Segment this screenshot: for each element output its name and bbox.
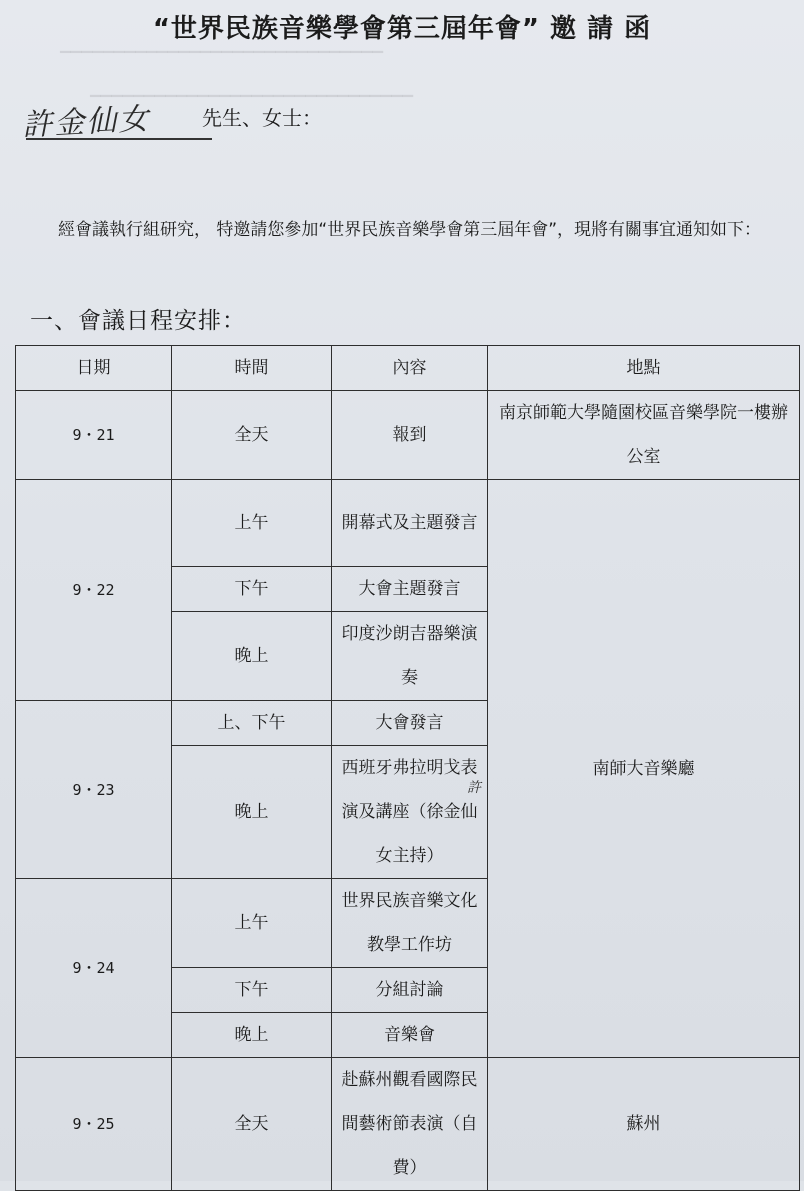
time-cell: 晚上 [172, 612, 332, 701]
header-content: 內容 [332, 346, 488, 391]
date-cell: 9・21 [16, 391, 172, 480]
date-cell: 9・25 [16, 1058, 172, 1191]
content-cell: 報到 [332, 391, 488, 480]
content-cell: 大會發言 [332, 701, 488, 746]
honorific: 先生、女士： [202, 106, 322, 130]
header-date: 日期 [16, 346, 172, 391]
content-text: 西班牙弗拉明戈表演及講座（徐金仙女主持） [341, 758, 478, 866]
schedule-table [15, 345, 800, 1191]
time-cell: 上午 [172, 480, 332, 567]
time-cell: 全天 [172, 391, 332, 480]
table-row [16, 480, 800, 567]
salutation [22, 96, 422, 146]
letter-title: “世界民族音樂學會第三屆年會” 邀 請 函 [152, 14, 652, 44]
venue-cell: 南師大音樂廳 [488, 480, 800, 1058]
time-cell: 下午 [172, 968, 332, 1013]
content-cell: 印度沙朗吉器樂演奏 [332, 612, 488, 701]
time-cell: 上午 [172, 879, 332, 968]
header-time: 時間 [172, 346, 332, 391]
time-cell: 下午 [172, 567, 332, 612]
time-cell: 全天 [172, 1058, 332, 1191]
venue-cell: 南京師範大學隨園校區音樂學院一樓辦公室 [488, 391, 800, 480]
content-cell: 音樂會 [332, 1013, 488, 1058]
handwritten-correction: 許 [467, 780, 481, 796]
table-row [16, 1058, 800, 1191]
content-cell: 大會主題發言 [332, 567, 488, 612]
time-cell: 上、下午 [172, 701, 332, 746]
date-cell: 9・24 [16, 879, 172, 1058]
content-cell: 分組討論 [332, 968, 488, 1013]
content-cell: 開幕式及主題發言 [332, 480, 488, 567]
table-header-row [16, 346, 800, 391]
table-row [16, 391, 800, 480]
date-cell: 9・23 [16, 701, 172, 879]
name-underline [26, 138, 212, 140]
content-cell: 赴蘇州觀看國際民間藝術節表演（自費） [332, 1058, 488, 1191]
intro-paragraph: 經會議執行組研究， 特邀請您參加“世界民族音樂學會第三屆年會”，現將有關事宜通知如下： [58, 220, 762, 240]
show-through-text: ▔▔▔▔▔▔▔▔▔▔▔▔▔▔▔▔▔▔▔▔▔▔▔▔▔▔▔▔▔▔ [90, 96, 413, 112]
content-cell [332, 746, 488, 879]
venue-cell: 蘇州 [488, 1058, 800, 1191]
date-cell: 9・22 [16, 480, 172, 701]
handwritten-recipient-name: 許金仙女 [21, 101, 152, 144]
content-cell: 世界民族音樂文化教學工作坊 [332, 879, 488, 968]
header-venue: 地點 [488, 346, 800, 391]
time-cell: 晚上 [172, 746, 332, 879]
show-through-text: ▔▔▔▔▔▔▔▔▔▔▔▔▔▔▔▔▔▔▔▔▔▔▔▔▔▔▔▔▔▔ [60, 52, 383, 68]
section-heading-schedule: 一、會議日程安排： [30, 308, 246, 334]
time-cell: 晚上 [172, 1013, 332, 1058]
